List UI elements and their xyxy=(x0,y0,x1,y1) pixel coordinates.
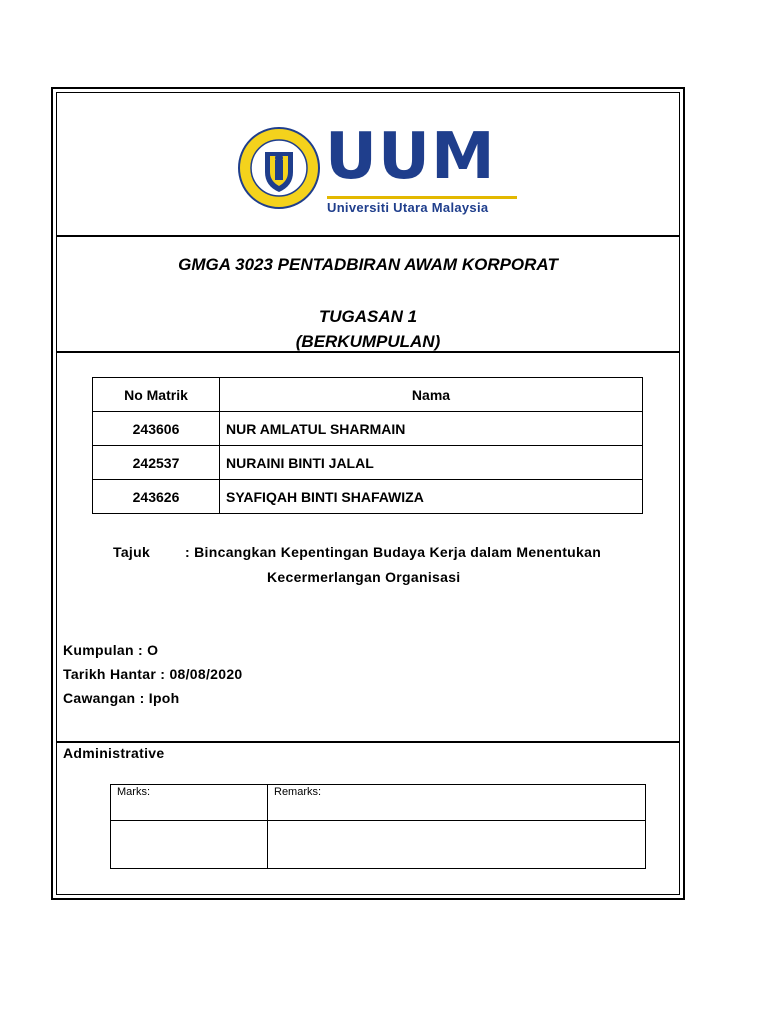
logo-gold-rule xyxy=(327,196,517,199)
uum-seal-icon xyxy=(237,120,321,216)
matrik-cell: 243626 xyxy=(93,480,220,514)
divider xyxy=(57,235,679,237)
table-row xyxy=(93,446,643,480)
logo-wordmark: UUM xyxy=(325,120,496,194)
kumpulan-text: Kumpulan : O xyxy=(63,642,159,658)
admin-header-row xyxy=(111,785,646,821)
assignment-title-block xyxy=(57,304,679,354)
cover-page-inner-frame xyxy=(56,92,680,895)
table-row xyxy=(93,480,643,514)
divider xyxy=(57,741,679,743)
administrative-heading: Administrative xyxy=(63,745,165,761)
nama-cell: SYAFIQAH BINTI SHAFAWIZA xyxy=(220,480,643,514)
cover-page-frame xyxy=(51,87,685,900)
logo-university-name: Universiti Utara Malaysia xyxy=(327,200,489,215)
column-header-no-matrik: No Matrik xyxy=(93,378,220,412)
remarks-label: Remarks: xyxy=(268,785,646,821)
topic-line-2: Kecermerlangan Organisasi xyxy=(267,569,461,585)
admin-table xyxy=(110,784,646,869)
tarikh-hantar-text: Tarikh Hantar : 08/08/2020 xyxy=(63,666,243,682)
course-title: GMGA 3023 PENTADBIRAN AWAM KORPORAT xyxy=(178,255,558,274)
assignment-title: TUGASAN 1 xyxy=(318,307,418,326)
assignment-subtitle: (BERKUMPULAN) xyxy=(295,332,441,351)
members-table xyxy=(92,377,643,514)
divider xyxy=(57,351,679,353)
marks-label: Marks: xyxy=(111,785,268,821)
nama-cell: NUR AMLATUL SHARMAIN xyxy=(220,412,643,446)
topic-line-1: : Bincangkan Kepentingan Budaya Kerja dalam Menentukan xyxy=(185,544,602,560)
nama-cell: NURAINI BINTI JALAL xyxy=(220,446,643,480)
admin-value-row xyxy=(111,821,646,869)
topic-label: Tajuk xyxy=(113,544,151,560)
marks-value-cell xyxy=(111,821,268,869)
matrik-cell: 242537 xyxy=(93,446,220,480)
cawangan-text: Cawangan : Ipoh xyxy=(63,690,180,706)
table-row xyxy=(93,412,643,446)
table-header-row xyxy=(93,378,643,412)
remarks-value-cell xyxy=(268,821,646,869)
uum-logo xyxy=(237,120,517,216)
matrik-cell: 243606 xyxy=(93,412,220,446)
column-header-nama: Nama xyxy=(220,378,643,412)
